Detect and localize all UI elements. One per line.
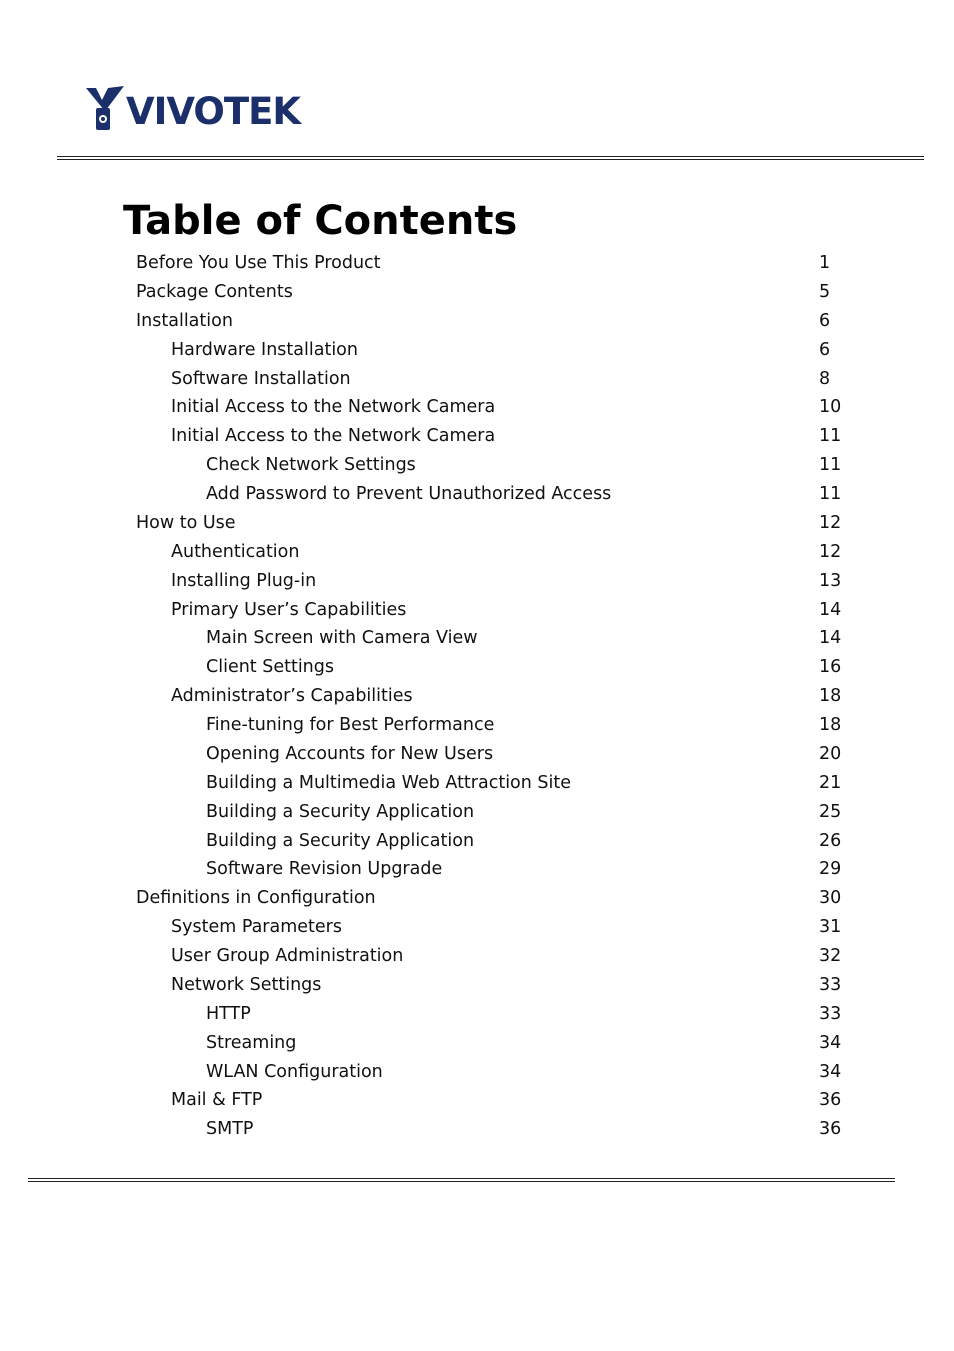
toc-entry-page: 10 — [819, 397, 842, 418]
toc-entry-label: Main Screen with Camera View — [206, 628, 478, 649]
toc-entry-label: Software Revision Upgrade — [206, 859, 443, 880]
toc-entry-label: Check Network Settings — [206, 455, 416, 476]
toc-entry-label: WLAN Configuration — [206, 1061, 383, 1082]
toc-entry-page: 29 — [819, 859, 842, 880]
logo-wordmark: VIVOTEK — [126, 90, 301, 133]
toc-entry-label: Installation — [136, 310, 233, 331]
toc-entry-page: 12 — [819, 541, 842, 562]
toc-entry[interactable] — [0, 1086, 954, 1115]
toc-entry[interactable] — [0, 827, 954, 856]
toc-entry[interactable] — [0, 884, 954, 913]
toc-entry-page: 31 — [819, 917, 842, 938]
toc-entry[interactable] — [0, 653, 954, 682]
toc-entry[interactable] — [0, 538, 954, 567]
toc-entry-label: Mail & FTP — [171, 1090, 263, 1111]
toc-entry[interactable] — [0, 509, 954, 538]
toc-entry[interactable] — [0, 596, 954, 625]
toc-entry-label: Package Contents — [136, 281, 293, 302]
toc-list — [0, 249, 954, 1144]
vivotek-logo — [84, 84, 301, 136]
camera-logo-icon — [84, 84, 128, 136]
toc-entry[interactable] — [0, 624, 954, 653]
toc-entry-page: 34 — [819, 1061, 842, 1082]
toc-entry-page: 36 — [819, 1090, 842, 1111]
toc-entry-label: Before You Use This Product — [136, 253, 381, 273]
toc-entry-label: Streaming — [206, 1032, 297, 1053]
toc-entry-label: Add Password to Prevent Unauthorized Access — [206, 484, 612, 504]
toc-entry[interactable] — [0, 249, 954, 278]
toc-entry-page: 8 — [819, 368, 831, 389]
toc-entry-label: Initial Access to the Network Camera — [171, 397, 496, 418]
toc-entry-label: Definitions in Configuration — [136, 888, 376, 909]
toc-entry[interactable] — [0, 393, 954, 422]
toc-entry-page: 25 — [819, 801, 842, 822]
toc-entry-label: Client Settings — [206, 657, 335, 678]
toc-entry[interactable] — [0, 1029, 954, 1058]
toc-entry-label: User Group Administration — [171, 946, 404, 966]
toc-entry[interactable] — [0, 1058, 954, 1087]
toc-entry-page: 6 — [819, 339, 831, 360]
toc-entry-label: Administrator’s Capabilities — [171, 686, 413, 707]
toc-entry[interactable] — [0, 855, 954, 884]
toc-entry-label: Building a Security Application — [206, 830, 475, 851]
toc-entry-label: Hardware Installation — [171, 339, 358, 360]
toc-entry[interactable] — [0, 1000, 954, 1029]
toc-entry[interactable] — [0, 798, 954, 827]
toc-entry[interactable] — [0, 480, 954, 509]
toc-entry[interactable] — [0, 942, 954, 971]
toc-entry-page: 30 — [819, 888, 842, 909]
toc-entry-page: 32 — [819, 946, 842, 966]
toc-entry-label: Installing Plug-in — [171, 570, 317, 591]
toc-entry-page: 1 — [819, 253, 831, 273]
toc-entry-page: 12 — [819, 512, 842, 533]
header-divider — [57, 156, 924, 160]
toc-entry-page: 6 — [819, 310, 831, 331]
toc-entry-page: 21 — [819, 772, 842, 793]
toc-entry-label: How to Use — [136, 512, 236, 533]
toc-entry-page: 33 — [819, 974, 842, 995]
toc-entry-page: 33 — [819, 1003, 842, 1024]
toc-entry-page: 11 — [819, 426, 842, 447]
toc-entry-label: Opening Accounts for New Users — [206, 743, 494, 764]
toc-entry-label: Initial Access to the Network Camera — [171, 426, 496, 447]
toc-entry-page: 18 — [819, 686, 842, 707]
toc-entry-label: SMTP — [206, 1119, 254, 1140]
footer-divider — [28, 1178, 895, 1182]
toc-entry[interactable] — [0, 971, 954, 1000]
toc-entry-label: System Parameters — [171, 917, 342, 938]
toc-entry-page: 5 — [819, 281, 831, 302]
toc-entry-label: Software Installation — [171, 368, 351, 389]
toc-entry-page: 13 — [819, 570, 842, 591]
toc-entry-label: Building a Multimedia Web Attraction Site — [206, 772, 572, 793]
toc-entry[interactable] — [0, 336, 954, 365]
toc-entry-label: HTTP — [206, 1003, 251, 1024]
toc-entry-page: 14 — [819, 628, 842, 649]
toc-entry[interactable] — [0, 307, 954, 336]
toc-entry-page: 18 — [819, 715, 842, 735]
toc-entry-label: Fine-tuning for Best Performance — [206, 715, 495, 735]
toc-entry-label: Primary User’s Capabilities — [171, 599, 407, 620]
toc-entry[interactable] — [0, 711, 954, 740]
toc-entry-page: 36 — [819, 1119, 842, 1140]
toc-entry-page: 14 — [819, 599, 842, 620]
toc-entry[interactable] — [0, 740, 954, 769]
toc-entry[interactable] — [0, 1115, 954, 1144]
toc-entry[interactable] — [0, 769, 954, 798]
toc-entry-page: 26 — [819, 830, 842, 851]
toc-entry-label: Network Settings — [171, 974, 322, 995]
toc-entry[interactable] — [0, 567, 954, 596]
toc-entry[interactable] — [0, 913, 954, 942]
toc-entry-page: 20 — [819, 743, 842, 764]
toc-entry-page: 11 — [819, 455, 842, 476]
toc-entry-page: 11 — [819, 484, 842, 504]
toc-entry-label: Building a Security Application — [206, 801, 475, 822]
toc-entry-page: 34 — [819, 1032, 842, 1053]
toc-entry[interactable] — [0, 682, 954, 711]
toc-entry[interactable] — [0, 422, 954, 451]
toc-entry[interactable] — [0, 278, 954, 307]
toc-entry-label: Authentication — [171, 541, 300, 562]
page-title: Table of Contents — [123, 198, 518, 244]
toc-entry-page: 16 — [819, 657, 842, 678]
toc-entry[interactable] — [0, 365, 954, 394]
toc-entry[interactable] — [0, 451, 954, 480]
